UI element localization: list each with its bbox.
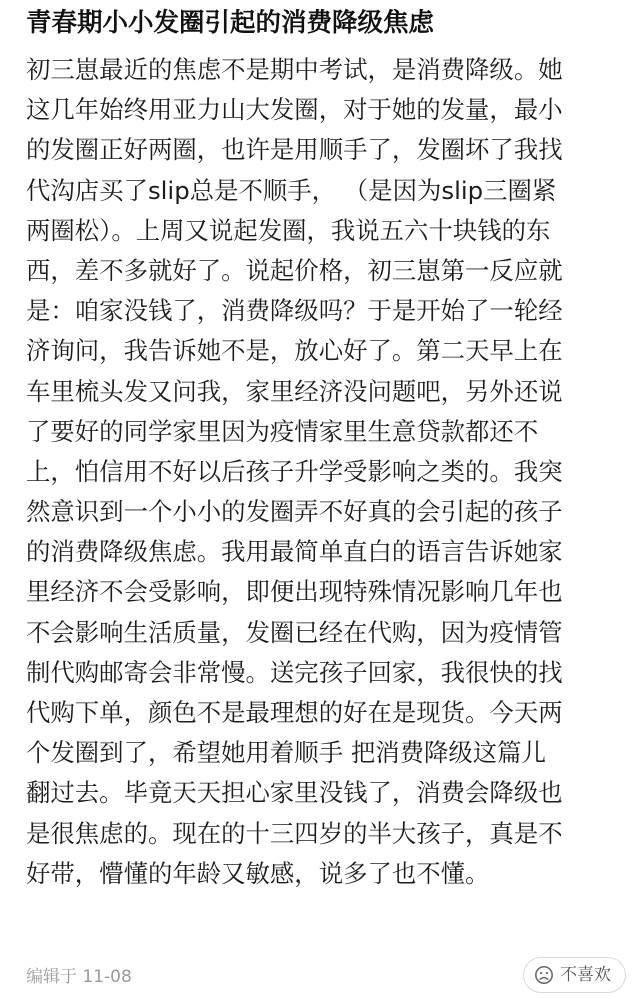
article-title: 青春期小小发圈引起的消费降级焦虑 xyxy=(26,8,435,38)
article-line: 里经济不会受影响，即便出现特殊情况影响几年也 xyxy=(26,577,563,607)
article-line: 济询问，我告诉她不是，放心好了。第二天早上在 xyxy=(26,336,563,366)
article-line: 制代购邮寄会非常慢。送完孩子回家，我很快的找 xyxy=(26,657,563,687)
article-line: 是：咱家没钱了，消费降级吗？于是开始了一轮经 xyxy=(26,296,563,326)
article-line: 西，差不多就好了。说起价格，初三崽第一反应就 xyxy=(26,255,563,285)
article-line: 然意识到一个小小的发圈弄不好真的会引起的孩子 xyxy=(26,497,563,527)
article-line: 车里梳头发又问我，家里经济没问题吧，另外还说 xyxy=(26,376,563,406)
article-line: 上，怕信用不好以后孩子升学受影响之类的。我突 xyxy=(26,456,563,486)
sad-face-icon xyxy=(534,965,554,985)
article-line: 代购下单，颜色不是最理想的好在是现货。今天两 xyxy=(26,698,563,727)
article-line: 的发圈正好两圈，也许是用顺手了，发圈坏了我找 xyxy=(26,135,563,165)
dislike-button[interactable] xyxy=(523,957,626,993)
article-line: 初三崽最近的焦虑不是期中考试，是消费降级。她 xyxy=(26,55,563,84)
article-line: 了要好的同学家里因为疫情家里生意贷款都还不 xyxy=(26,416,539,446)
edit-timestamp: 编辑于 11-08 xyxy=(26,967,132,987)
article-line: 不会影响生活质量，发圈已经在代购，因为疫情管 xyxy=(26,617,563,647)
article-line: 代沟店买了slip总是不顺手， （是因为slip三圈紧 xyxy=(26,175,557,205)
article-line: 的消费降级焦虑。我用最简单直白的语言告诉她家 xyxy=(26,537,563,567)
article-footer xyxy=(0,955,640,998)
dislike-label: 不喜欢 xyxy=(560,965,611,985)
article-line: 个发圈到了，希望她用着顺手 把消费降级这篇儿 xyxy=(26,738,546,768)
article-line: 两圈松）。上周又说起发圈，我说五六十块钱的东 xyxy=(26,215,551,245)
article-line: 翻过去。毕竟天天担心家里没钱了，消费会降级也 xyxy=(26,778,563,808)
article-line: 好带，懵懂的年龄又敏感，说多了也不懂。 xyxy=(26,858,490,888)
article-line: 这几年始终用亚力山大发圈，对于她的发量，最小 xyxy=(26,95,563,125)
article-body xyxy=(26,50,626,894)
article-line: 是很焦虑的。现在的十三四岁的半大孩子，真是不 xyxy=(26,818,563,848)
